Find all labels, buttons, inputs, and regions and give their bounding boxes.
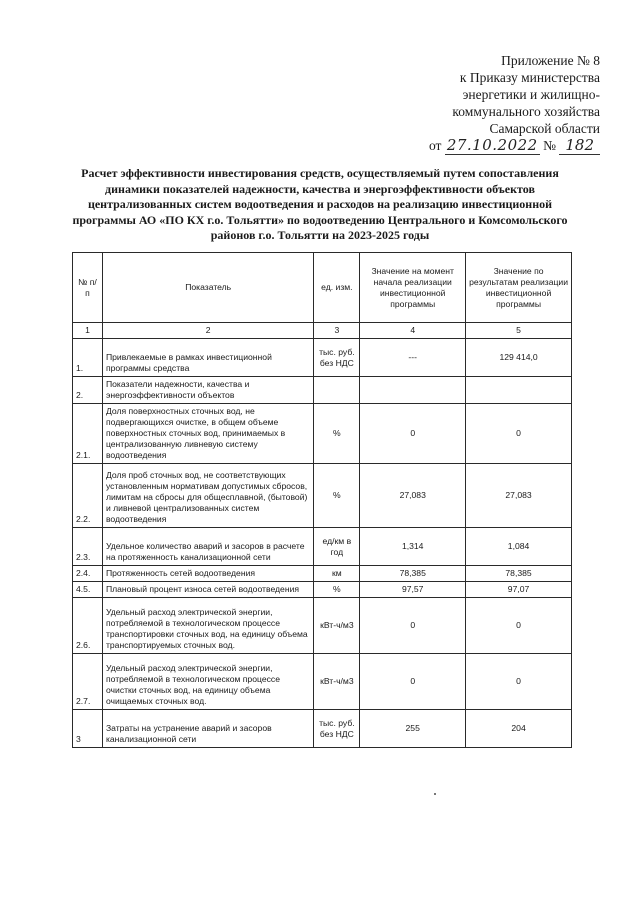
table-row	[73, 464, 572, 528]
row-start-value: 1,314	[360, 528, 466, 566]
index-cell: 4	[360, 323, 466, 339]
appendix-line-3: энергетики и жилищно-	[462, 87, 600, 102]
header-unit: ед. изм.	[314, 253, 360, 323]
row-unit	[314, 377, 360, 404]
row-start-value: 0	[360, 654, 466, 710]
table-row	[73, 654, 572, 710]
header-indicator: Показатель	[102, 253, 313, 323]
row-start-value: 255	[360, 710, 466, 748]
row-unit: %	[314, 464, 360, 528]
index-cell: 3	[314, 323, 360, 339]
row-number: 2.2.	[73, 464, 103, 528]
row-end-value: 78,385	[466, 566, 572, 582]
document-title: Расчет эффективности инвестирования средств, осуществляемый путем сопоставления динамики показателей надежности, качества и энергоэффективности объектов централизованных систем водоотведения и расходов на реализацию инвестиционной программы АО «ПО КХ г.о. Тольятти» по водоотведению Центрального и Комсомольского районов г.о. Тольятти на 2023-2025 годы	[72, 166, 568, 242]
row-unit: км	[314, 566, 360, 582]
row-indicator: Протяженность сетей водоотведения	[102, 566, 313, 582]
row-number: 2.1.	[73, 404, 103, 464]
row-end-value	[466, 377, 572, 404]
row-unit: тыс. руб. без НДС	[314, 339, 360, 377]
appendix-line-5: Самарской области	[489, 121, 600, 136]
table-row	[73, 339, 572, 377]
row-number: 2.6.	[73, 598, 103, 654]
appendix-line-1: Приложение № 8	[501, 53, 600, 68]
table-row	[73, 598, 572, 654]
row-indicator: Удельный расход электрической энергии, потребляемой в технологическом процессе транспортировки сточных вод, на единицу объема транспортируемых сточных вод.	[102, 598, 313, 654]
index-cell: 2	[102, 323, 313, 339]
row-number: 4.5.	[73, 582, 103, 598]
table-row	[73, 582, 572, 598]
row-start-value: 0	[360, 404, 466, 464]
row-unit: кВт-ч/м3	[314, 654, 360, 710]
row-end-value: 129 414,0	[466, 339, 572, 377]
row-end-value: 1,084	[466, 528, 572, 566]
row-number: 3	[73, 710, 103, 748]
number-label: №	[543, 138, 556, 153]
header-num: № п/п	[73, 253, 103, 323]
row-indicator: Затраты на устранение аварий и засоров канализационной сети	[102, 710, 313, 748]
row-unit: %	[314, 582, 360, 598]
row-start-value	[360, 377, 466, 404]
index-cell: 5	[466, 323, 572, 339]
row-end-value: 97,07	[466, 582, 572, 598]
handwritten-number: 182	[559, 136, 600, 155]
row-indicator: Доля поверхностных сточных вод, не подвергающихся очистке, в общем объеме поверхностных сточных вод, принимаемых в централизованную ливневую систему водоотведения	[102, 404, 313, 464]
table-header-row	[73, 253, 572, 323]
handwritten-date: 27.10.2022	[446, 136, 538, 154]
table-row	[73, 404, 572, 464]
table-row	[73, 566, 572, 582]
column-index-row	[73, 323, 572, 339]
row-indicator: Удельный расход электрической энергии, потребляемой в технологическом процессе очистки сточных вод, на единицу объема очищаемых сточных вод.	[102, 654, 313, 710]
order-date-number	[429, 136, 600, 155]
row-number: 1.	[73, 339, 103, 377]
header-end-value: Значение по результатам реализации инвестиционной программы	[466, 253, 572, 323]
row-end-value: 0	[466, 598, 572, 654]
row-number: 2.4.	[73, 566, 103, 582]
row-unit: тыс. руб. без НДС	[314, 710, 360, 748]
row-number: 2.3.	[73, 528, 103, 566]
row-end-value: 0	[466, 654, 572, 710]
row-number: 2.	[73, 377, 103, 404]
table-row	[73, 377, 572, 404]
efficiency-table	[72, 252, 572, 748]
index-cell: 1	[73, 323, 103, 339]
table-row	[73, 710, 572, 748]
row-unit: ед/км в год	[314, 528, 360, 566]
appendix-line-2: к Приказу министерства	[459, 70, 600, 85]
row-indicator: Удельное количество аварий и засоров в расчете на протяженность канализационной сети	[102, 528, 313, 566]
header-start-value: Значение на момент начала реализации инвестиционной программы	[360, 253, 466, 323]
row-indicator: Доля проб сточных вод, не соответствующих установленным нормативам допустимых сбросов, лимитам на сбросы для общесплавной, (бытовой) и ливневой централизованных систем водоотведения	[102, 464, 313, 528]
row-indicator: Привлекаемые в рамках инвестиционной программы средства	[102, 339, 313, 377]
from-label: от	[428, 138, 442, 153]
row-start-value: 78,385	[360, 566, 466, 582]
row-number: 2.7.	[73, 654, 103, 710]
scan-speck	[434, 793, 436, 795]
row-indicator: Показатели надежности, качества и энергоэффективности объектов	[102, 377, 313, 404]
row-unit: %	[314, 404, 360, 464]
row-end-value: 27,083	[466, 464, 572, 528]
row-end-value: 0	[466, 404, 572, 464]
row-start-value: 27,083	[360, 464, 466, 528]
table-row	[73, 528, 572, 566]
row-unit: кВт-ч/м3	[314, 598, 360, 654]
appendix-line-4: коммунального хозяйства	[452, 104, 600, 119]
row-start-value: ---	[360, 339, 466, 377]
row-indicator: Плановый процент износа сетей водоотведения	[102, 582, 313, 598]
appendix-header	[400, 52, 600, 137]
row-start-value: 97,57	[360, 582, 466, 598]
row-end-value: 204	[466, 710, 572, 748]
row-start-value: 0	[360, 598, 466, 654]
